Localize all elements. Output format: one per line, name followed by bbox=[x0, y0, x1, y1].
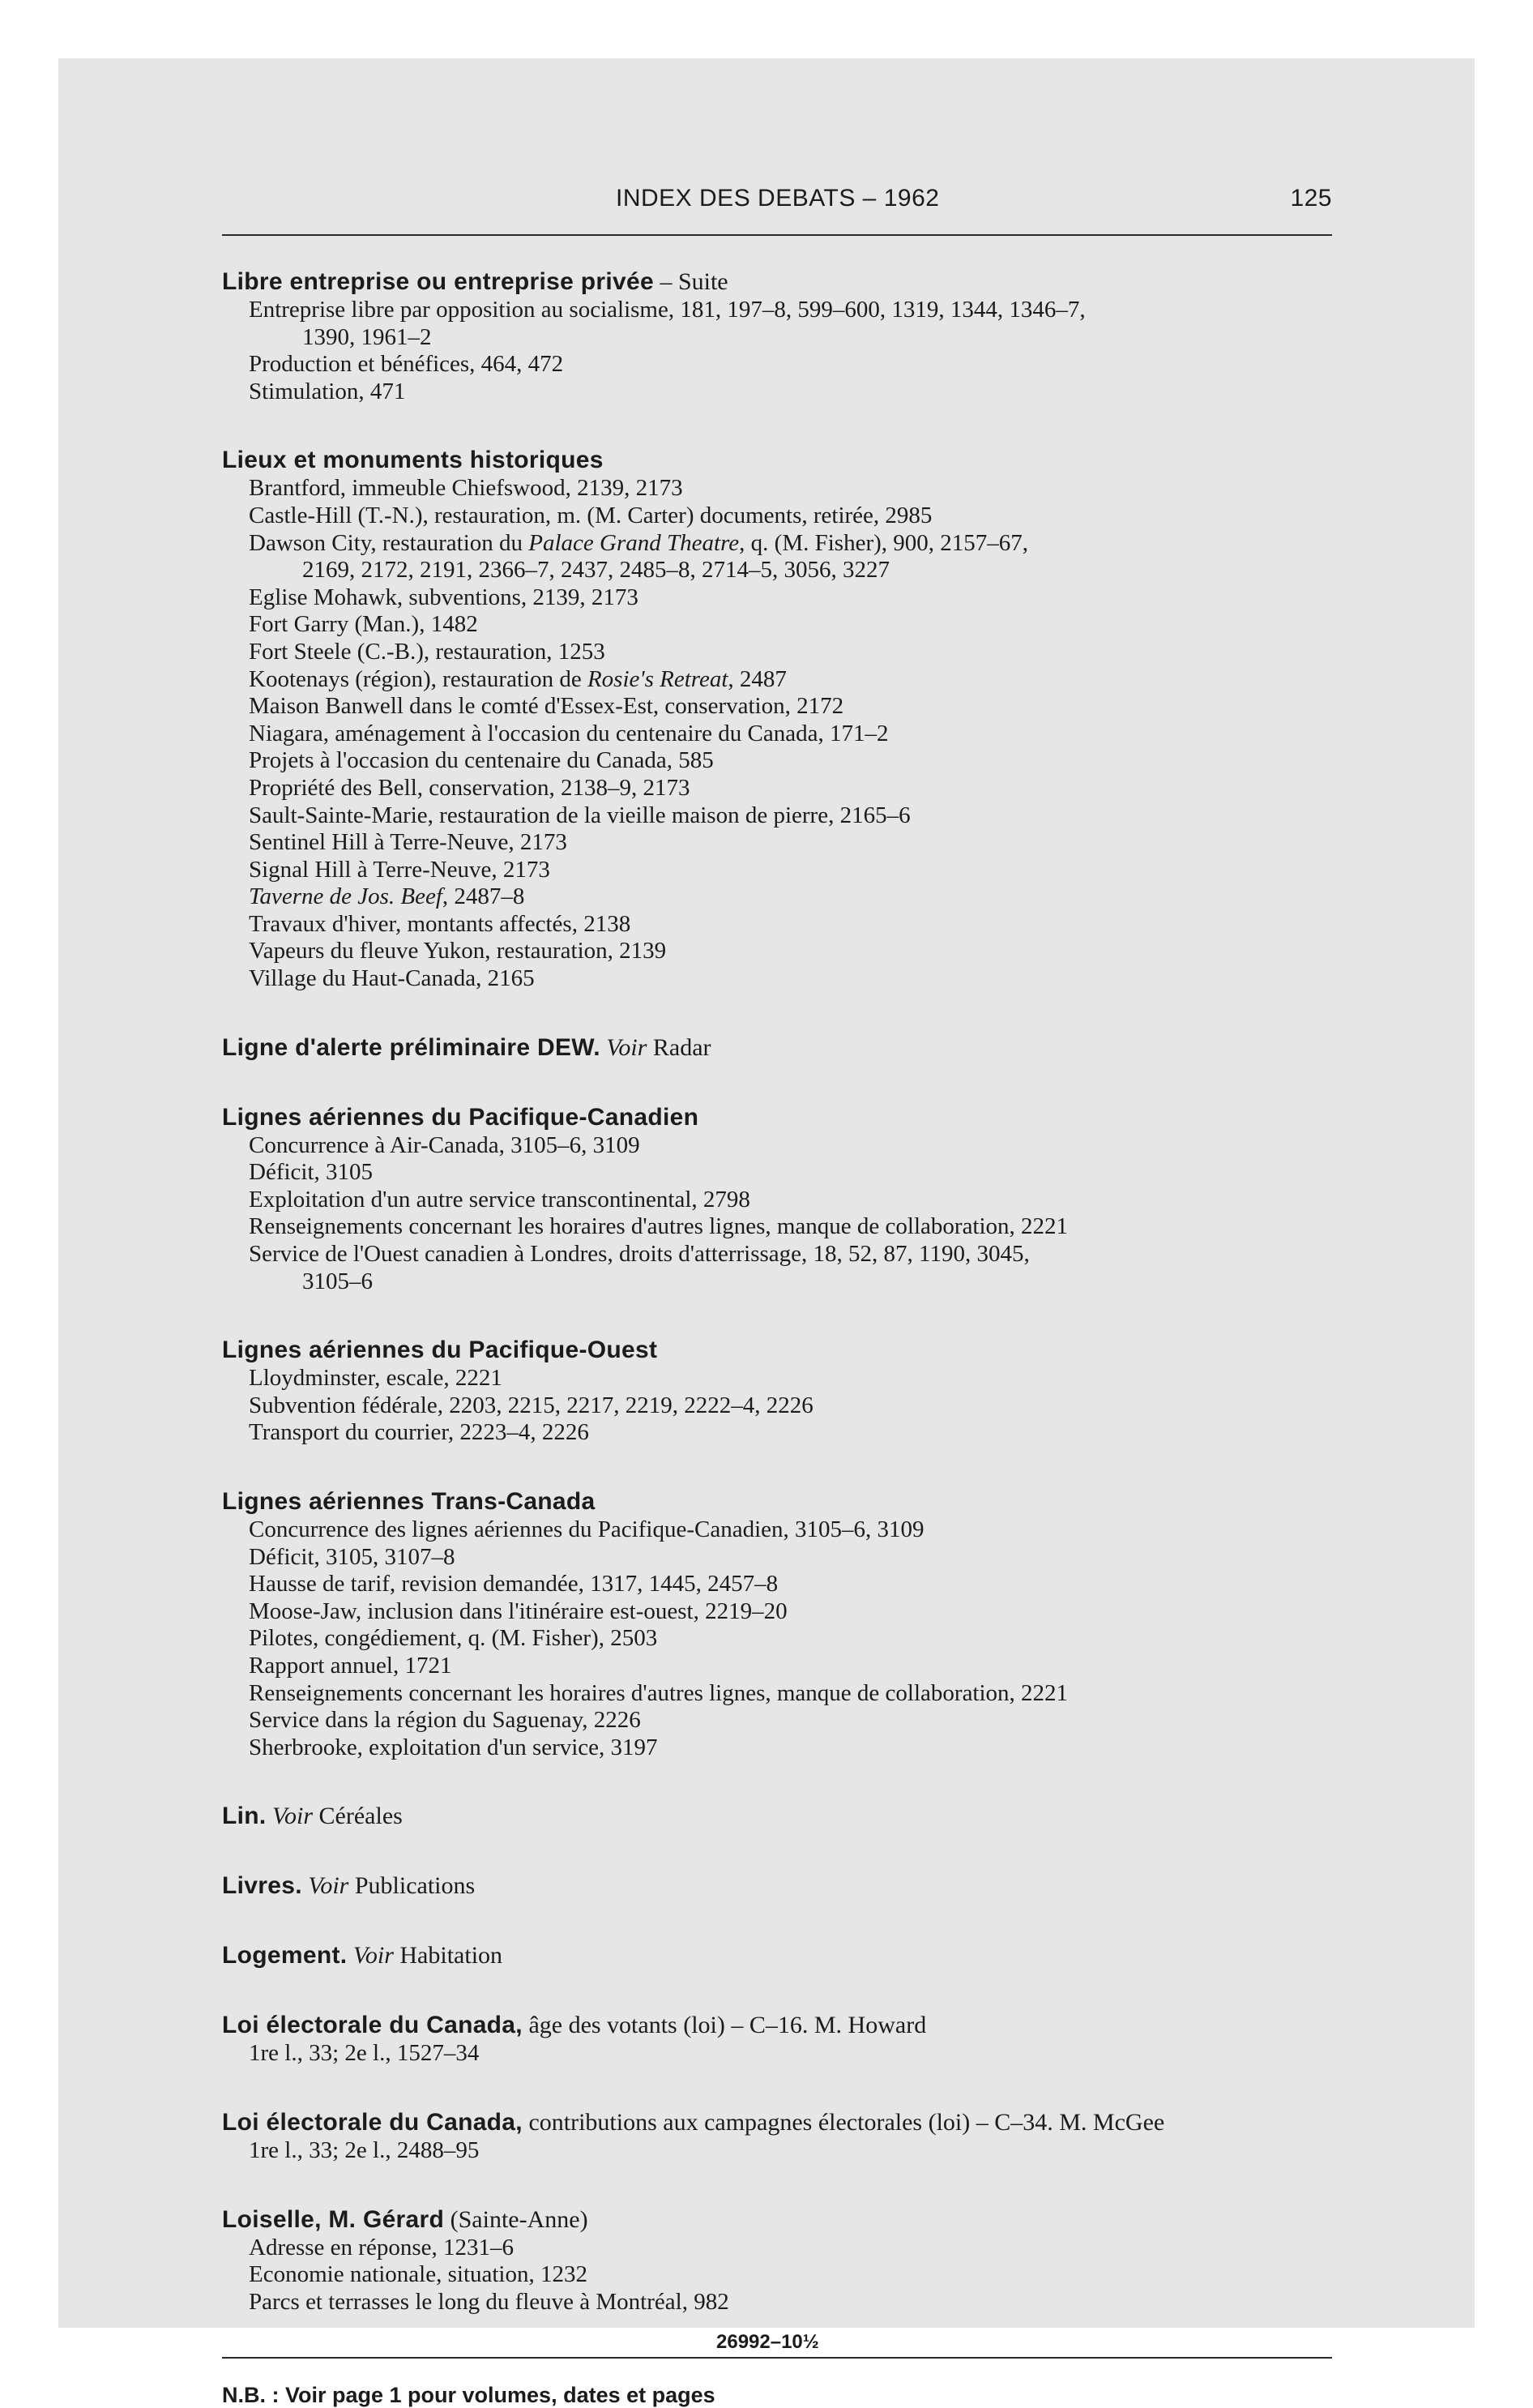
entry-heading bbox=[222, 1871, 1332, 1901]
voir-label: Voir bbox=[606, 1033, 647, 1061]
sub-entry bbox=[222, 297, 1332, 351]
sub-entry-text: Sherbrooke, exploitation d'un service, 3197 bbox=[249, 1734, 658, 1760]
sub-entry bbox=[222, 530, 1332, 584]
heading-suffix: âge des votants (loi) – C–16. M. Howard bbox=[522, 2012, 927, 2039]
sub-entry-text: Eglise Mohawk, subventions, 2139, 2173 bbox=[249, 584, 638, 610]
sub-entry-text: Sentinel Hill à Terre-Neuve, 2173 bbox=[249, 829, 567, 856]
sub-entry-text: Transport du courrier, 2223–4, 2226 bbox=[249, 1419, 589, 1446]
cross-reference: Radar bbox=[652, 1033, 711, 1061]
sub-entry-text: Exploitation d'un autre service transcontinental, 2798 bbox=[249, 1186, 750, 1213]
sub-entry-text: Rapport annuel, 1721 bbox=[249, 1652, 452, 1679]
sub-entry-text: Production et bénéfices, 464, 472 bbox=[249, 351, 564, 378]
index-entry bbox=[222, 2108, 1332, 2165]
index-entry bbox=[222, 1487, 1332, 1761]
sub-entry bbox=[222, 857, 1332, 884]
sub-entry-text: Vapeurs du fleuve Yukon, restauration, 2139 bbox=[249, 938, 667, 964]
headword: Logement. bbox=[222, 1942, 348, 1970]
sub-entry bbox=[222, 1680, 1332, 1708]
sub-entry bbox=[222, 721, 1332, 748]
sub-entry-text: Maison Banwell dans le comté d'Essex-Est, conservation, 2172 bbox=[249, 693, 844, 720]
sub-entry-text: Renseignements concernant les horaires d'autres lignes, manque de collaboration, 2221 bbox=[249, 1679, 1069, 1706]
headword: Loi électorale du Canada, bbox=[222, 2108, 523, 2136]
sub-entry bbox=[222, 639, 1332, 666]
sub-entry-text: Entreprise libre par opposition au socialisme, 181, 197–8, 599–600, 1319, 1344, 1346–7, bbox=[249, 297, 1086, 323]
sub-entry-text: Moose-Jaw, inclusion dans l'itinéraire est-ouest, 2219–20 bbox=[249, 1597, 788, 1624]
sub-entry bbox=[222, 693, 1332, 721]
sub-entry-text: Niagara, aménagement à l'occasion du centenaire du Canada, 171–2 bbox=[249, 720, 889, 746]
sub-entry bbox=[222, 911, 1332, 939]
sub-entry-text: Taverne de Jos. Beef, 2487–8 bbox=[249, 883, 525, 910]
sub-entry bbox=[222, 2040, 1332, 2068]
sub-entry bbox=[222, 1707, 1332, 1734]
sub-entry-text: Déficit, 3105, 3107–8 bbox=[249, 1543, 455, 1570]
sub-entry-text: Propriété des Bell, conservation, 2138–9, 2173 bbox=[249, 774, 690, 801]
footer-note: N.B. : Voir page 1 pour volumes, dates et pages bbox=[222, 2383, 715, 2407]
sub-entry-text: Service de l'Ouest canadien à Londres, droits d'atterrissage, 18, 52, 87, 1190, 3045, bbox=[249, 1241, 1030, 1268]
sub-entry bbox=[222, 379, 1332, 406]
sub-entry bbox=[222, 775, 1332, 802]
headword: Lieux et monuments historiques bbox=[222, 447, 604, 474]
sub-entry bbox=[222, 503, 1332, 530]
sub-entry-continuation: 1390, 1961–2 bbox=[302, 323, 432, 350]
sub-entry bbox=[222, 475, 1332, 503]
sub-entry-text: Brantford, immeuble Chiefswood, 2139, 2173 bbox=[249, 475, 683, 502]
sub-entry-text: Fort Steele (C.-B.), restauration, 1253 bbox=[249, 638, 605, 665]
page-number: 125 bbox=[1290, 185, 1332, 212]
sub-entry bbox=[222, 1625, 1332, 1653]
sub-entry-text: Sault-Sainte-Marie, restauration de la vieille maison de pierre, 2165–6 bbox=[249, 802, 911, 828]
sub-entry bbox=[222, 965, 1332, 993]
sub-entry bbox=[222, 2289, 1332, 2316]
heading-suffix: (Sainte-Anne) bbox=[444, 2205, 588, 2233]
sub-entry bbox=[222, 747, 1332, 775]
sub-entry-text: Adresse en réponse, 1231–6 bbox=[249, 2234, 514, 2260]
index-entry bbox=[222, 1871, 1332, 1901]
index-entry bbox=[222, 1033, 1332, 1063]
sub-entry bbox=[222, 2261, 1332, 2289]
sub-entry-text: Dawson City, restauration du Palace Grand Theatre, q. (M. Fisher), 900, 2157–67, bbox=[249, 529, 1029, 556]
sub-entry-text: Subvention fédérale, 2203, 2215, 2217, 2219, 2222–4, 2226 bbox=[249, 1392, 813, 1418]
index-entries bbox=[222, 267, 1332, 2356]
headword: Lignes aériennes du Pacifique-Ouest bbox=[222, 1337, 658, 1364]
entry-heading bbox=[222, 1941, 1332, 1970]
index-entry bbox=[222, 2205, 1332, 2316]
headword: Lignes aériennes du Pacifique-Canadien bbox=[222, 1103, 699, 1131]
entry-heading bbox=[222, 446, 1332, 475]
sub-entry-text: Stimulation, 471 bbox=[249, 378, 406, 404]
sub-entry bbox=[222, 1653, 1332, 1680]
sub-entry-continuation: 3105–6 bbox=[302, 1268, 373, 1294]
sub-entry bbox=[222, 1544, 1332, 1572]
running-header bbox=[222, 185, 1332, 217]
index-entry bbox=[222, 1336, 1332, 1447]
entry-heading bbox=[222, 267, 1332, 297]
sub-entry-text: Déficit, 3105 bbox=[249, 1159, 374, 1186]
voir-label: Voir bbox=[308, 1872, 349, 1900]
sub-entry-text: Parcs et terrasses le long du fleuve à Montréal, 982 bbox=[249, 2288, 729, 2315]
entry-heading bbox=[222, 2011, 1332, 2040]
entry-heading bbox=[222, 1033, 1332, 1063]
entry-heading bbox=[222, 1336, 1332, 1365]
cross-reference: Publications bbox=[354, 1872, 476, 1900]
sub-entry-text: Kootenays (région), restauration de Rosie's Retreat, 2487 bbox=[249, 665, 787, 692]
sub-entry bbox=[222, 1187, 1332, 1214]
entry-heading bbox=[222, 2108, 1332, 2137]
entry-heading bbox=[222, 2205, 1332, 2235]
print-code: 26992–10½ bbox=[716, 2331, 819, 2353]
sub-entry-text: Projets à l'occasion du centenaire du Canada, 585 bbox=[249, 747, 714, 774]
headword: Libre entreprise ou entreprise privée bbox=[222, 268, 654, 295]
sub-entry bbox=[222, 938, 1332, 965]
sub-entry bbox=[222, 1598, 1332, 1626]
sub-entry bbox=[222, 802, 1332, 830]
sub-entry bbox=[222, 1365, 1332, 1392]
headword: Livres. bbox=[222, 1872, 302, 1900]
voir-label: Voir bbox=[352, 1942, 394, 1970]
sub-entry bbox=[222, 1159, 1332, 1187]
sub-entry-text: Service dans la région du Saguenay, 2226 bbox=[249, 1707, 641, 1734]
headword: Ligne d'alerte préliminaire DEW. bbox=[222, 1033, 600, 1061]
sub-entry-text: Signal Hill à Terre-Neuve, 2173 bbox=[249, 856, 550, 883]
footer-rule bbox=[222, 2357, 1332, 2359]
sub-entry-text: 1re l., 33; 2e l., 2488–95 bbox=[249, 2136, 480, 2163]
sub-entry bbox=[222, 2235, 1332, 2262]
sub-entry-text: Travaux d'hiver, montants affectés, 2138 bbox=[249, 910, 631, 937]
entry-heading bbox=[222, 1802, 1332, 1831]
sub-entry bbox=[222, 1392, 1332, 1420]
heading-suffix: – Suite bbox=[653, 268, 728, 295]
sub-entry bbox=[222, 1734, 1332, 1762]
sub-entry-text: Hausse de tarif, revision demandée, 1317, 1445, 2457–8 bbox=[249, 1571, 779, 1597]
sub-entry bbox=[222, 883, 1332, 911]
index-entry bbox=[222, 1802, 1332, 1831]
sub-entry-text: Concurrence des lignes aériennes du Pacifique-Canadien, 3105–6, 3109 bbox=[249, 1516, 924, 1542]
heading-suffix: contributions aux campagnes électorales (loi) – C–34. M. McGee bbox=[522, 2108, 1165, 2136]
index-entry bbox=[222, 1103, 1332, 1296]
sub-entry-text: Renseignements concernant les horaires d'autres lignes, manque de collaboration, 2221 bbox=[249, 1213, 1069, 1240]
header-title: INDEX DES DEBATS – 1962 bbox=[616, 185, 940, 212]
sub-entry bbox=[222, 351, 1332, 379]
sub-entry bbox=[222, 829, 1332, 857]
sub-entry-text: Concurrence à Air-Canada, 3105–6, 3109 bbox=[249, 1131, 640, 1158]
sub-entry bbox=[222, 584, 1332, 612]
sub-entry bbox=[222, 1241, 1332, 1295]
sub-entry bbox=[222, 1213, 1332, 1241]
index-entry bbox=[222, 1941, 1332, 1970]
voir-label: Voir bbox=[272, 1803, 314, 1830]
sub-entry-text: Fort Garry (Man.), 1482 bbox=[249, 611, 478, 638]
sub-entry-text: Economie nationale, situation, 1232 bbox=[249, 2261, 587, 2288]
index-entry bbox=[222, 446, 1332, 992]
sub-entry-continuation: 2169, 2172, 2191, 2366–7, 2437, 2485–8, 2714–5, 3056, 3227 bbox=[302, 557, 890, 584]
sub-entry-text: Pilotes, congédiement, q. (M. Fisher), 2503 bbox=[249, 1625, 658, 1652]
entry-heading bbox=[222, 1103, 1332, 1132]
sub-entry bbox=[222, 2137, 1332, 2165]
sub-entry bbox=[222, 1132, 1332, 1160]
sub-entry bbox=[222, 1516, 1332, 1544]
sub-entry-text: Lloydminster, escale, 2221 bbox=[249, 1365, 502, 1392]
headword: Lignes aériennes Trans-Canada bbox=[222, 1488, 596, 1515]
sub-entry bbox=[222, 666, 1332, 694]
sub-entry bbox=[222, 1571, 1332, 1598]
cross-reference: Céréales bbox=[318, 1803, 403, 1830]
headword: Loiselle, M. Gérard bbox=[222, 2205, 445, 2233]
entry-heading bbox=[222, 1487, 1332, 1516]
index-entry bbox=[222, 267, 1332, 405]
sub-entry bbox=[222, 611, 1332, 639]
cross-reference: Habitation bbox=[399, 1942, 503, 1970]
headword: Lin. bbox=[222, 1803, 267, 1830]
index-entry bbox=[222, 2011, 1332, 2068]
sub-entry bbox=[222, 1419, 1332, 1447]
sub-entry-text: Village du Haut-Canada, 2165 bbox=[249, 965, 535, 992]
headword: Loi électorale du Canada, bbox=[222, 2012, 523, 2039]
header-rule bbox=[222, 234, 1332, 236]
sub-entry-text: 1re l., 33; 2e l., 1527–34 bbox=[249, 2040, 480, 2067]
sub-entry-text: Castle-Hill (T.-N.), restauration, m. (M. Carter) documents, retirée, 2985 bbox=[249, 502, 933, 528]
